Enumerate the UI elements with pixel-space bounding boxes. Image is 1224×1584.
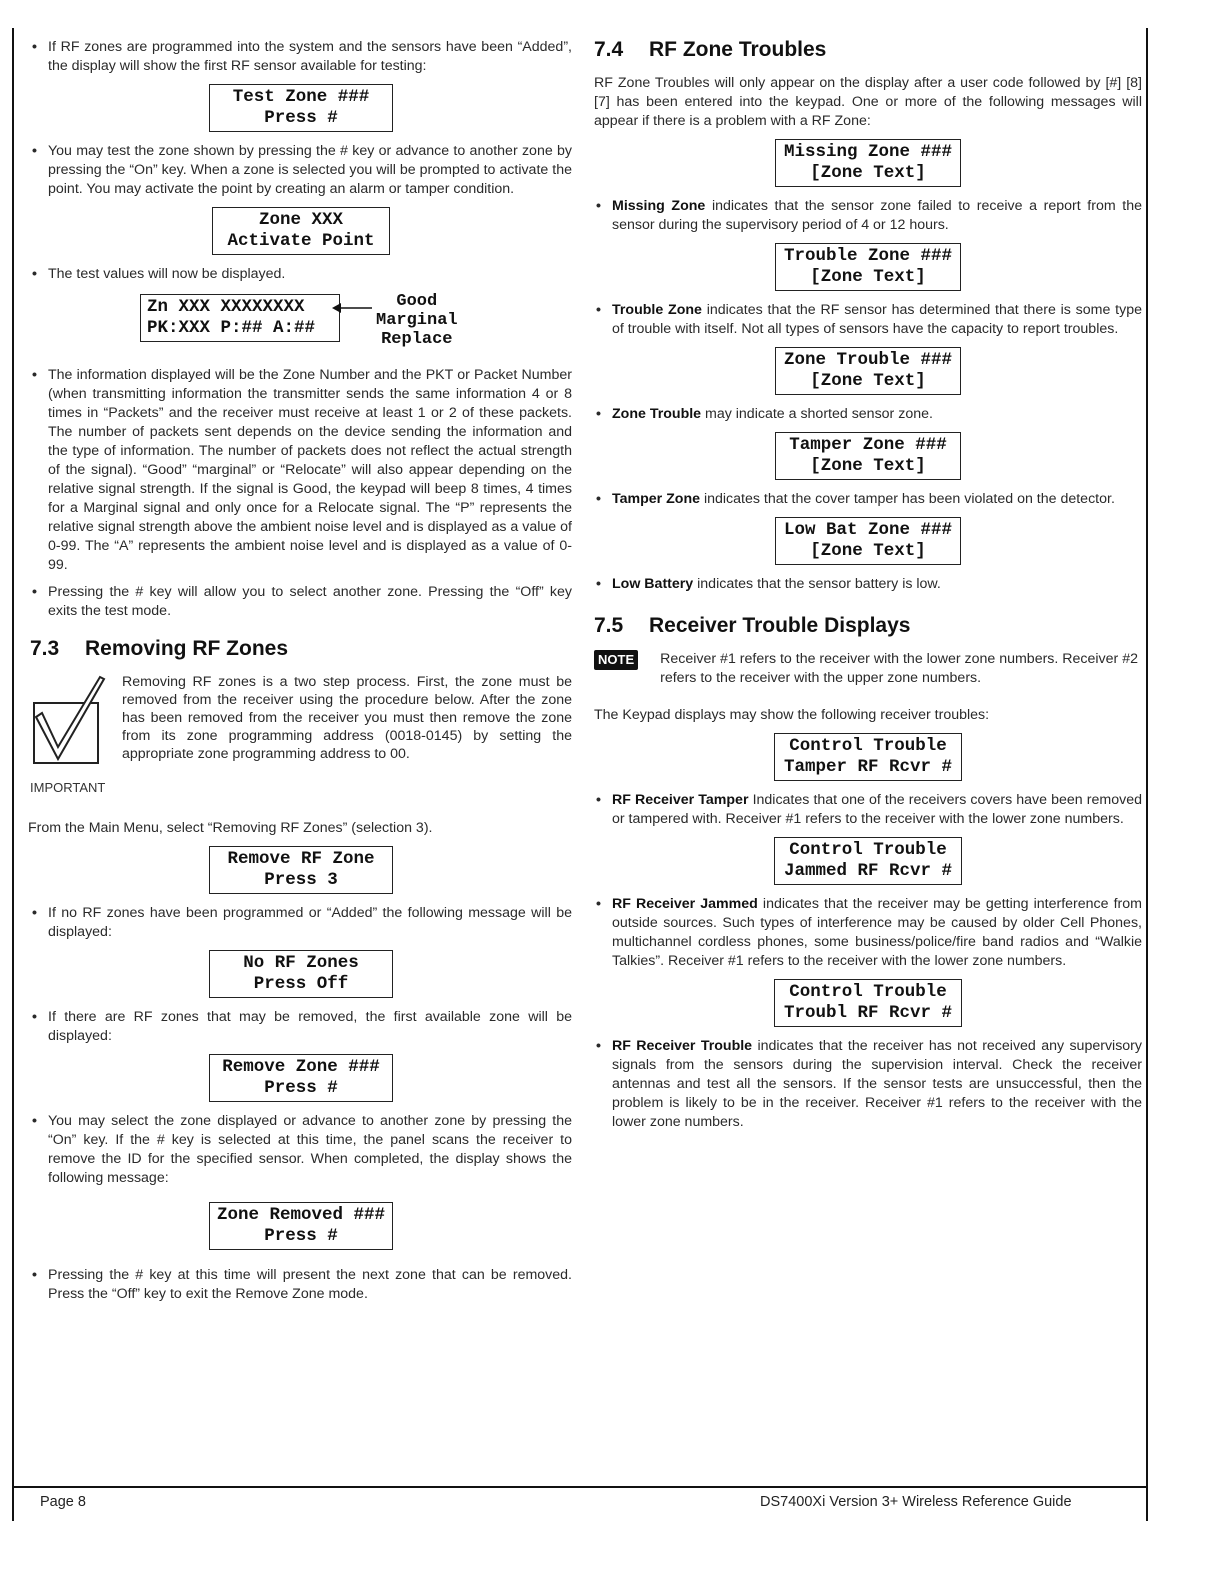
bullet-receiver-tamper: • RF Receiver Tamper Indicates that one of the receivers covers have been removed or tampered with. Receiver #1 refers to the receiver with the lower zone numbers. bbox=[594, 791, 1142, 829]
bullet-missing-zone: • Missing Zone indicates that the sensor zone failed to receive a report from the sensor during the supervisory period of 4 or 12 hours. bbox=[594, 197, 1142, 235]
lcd-remove-zone: Remove Zone ### Press # bbox=[209, 1054, 393, 1102]
label-good: Good bbox=[396, 292, 438, 311]
lcd-test-zone: Test Zone ### Press # bbox=[209, 84, 393, 132]
lcd-tamper-zone: Tamper Zone ### [Zone Text] bbox=[775, 432, 961, 480]
lcd-no-rf-zones: No RF Zones Press Off bbox=[209, 950, 393, 998]
bullet-receiver-jammed: • RF Receiver Jammed indicates that the receiver may be getting interference from outside sources. Such types of interference may be caused by older Cell Phones, multichannel cordless phones, some business/police/fire band radios and “Walkie Talkies”. Receiver #1 refers to the receiver with the lower zone numbers. bbox=[594, 895, 1142, 971]
bullet-zone-trouble: • Zone Trouble may indicate a shorted sensor zone. bbox=[594, 405, 1142, 424]
important-block bbox=[30, 673, 572, 795]
signal-labels bbox=[376, 292, 458, 349]
bullet-next-zone: • Pressing the # key at this time will present the next zone that can be removed. Press the “Off” key to exit the Remove Zone mode. bbox=[30, 1266, 572, 1304]
lcd-tamper-rf-rcvr: Control Trouble Tamper RF Rcvr # bbox=[774, 733, 962, 781]
footer-rule bbox=[12, 1486, 1146, 1488]
lcd-troubl-rf-rcvr: Control Trouble Troubl RF Rcvr # bbox=[774, 979, 962, 1027]
bullet-low-battery: • Low Battery indicates that the sensor battery is low. bbox=[594, 575, 1142, 594]
bullet-receiver-trouble: • RF Receiver Trouble indicates that the receiver has not received any supervisory signals from the sensors during the supervision interval. Check the receiver antennas and test all the sensors. If the sensor tests are unsuccessful, then the problem is likely to be in the receiver. Receiver #1 refers to the receiver with the lower zone numbers. bbox=[594, 1037, 1142, 1132]
note-text: Receiver #1 refers to the receiver with the lower zone numbers. Receiver #2 refers to the receiver with the upper zone numbers. bbox=[660, 651, 1138, 686]
main-menu-instruction: From the Main Menu, select “Removing RF Zones” (selection 3). bbox=[28, 820, 433, 836]
heading-7-3: 7.3 Removing RF Zones bbox=[30, 637, 289, 660]
bullet-first-zone: • If there are RF zones that may be removed, the first available zone will be displayed: bbox=[30, 1008, 572, 1046]
lcd-missing-zone: Missing Zone ### [Zone Text] bbox=[775, 139, 961, 187]
right-column bbox=[594, 38, 1142, 1140]
note-block bbox=[594, 650, 1142, 688]
bullet-info-displayed: • The information displayed will be the Zone Number and the PKT or Packet Number (when transmitting information the transmitter sends the same information 4 or 8 times in “Packets” and the receiver must receive at least 1 or 2 of these packets. The number of packets sent depends on the device sending the information and the type of information. The number of packets does not reflect the actual strength of the signal). “Good” “marginal” or “Relocate” will also appear depending on the relative signal strength. If the signal is Good, the keypad will beep 8 times, 4 times for a Marginal signal and only once for a Relocate signal. The “P” represents the relative signal strength above the ambient noise level and is displayed as a value of 0-99. The “A” represents the ambient noise level and is displayed as a value of 0-99. bbox=[30, 366, 572, 575]
lcd-low-bat-zone: Low Bat Zone ### [Zone Text] bbox=[775, 517, 961, 565]
lcd-trouble-zone: Trouble Zone ### [Zone Text] bbox=[775, 243, 961, 291]
lcd-jammed-rf-rcvr: Control Trouble Jammed RF Rcvr # bbox=[774, 837, 962, 885]
important-block-icon bbox=[30, 673, 122, 795]
lcd-packet-values: Zn XXX XXXXXXXX PK:XXX P:## A:## bbox=[140, 294, 340, 342]
arrow-left-icon bbox=[332, 302, 372, 314]
bullet-tamper-zone: • Tamper Zone indicates that the cover tamper has been violated on the detector. bbox=[594, 490, 1142, 509]
bullet-rf-zones-added: • If RF zones are programmed into the system and the sensors have been “Added”, the display will show the first RF sensor available for testing: bbox=[30, 38, 572, 76]
note-badge: NOTE bbox=[594, 650, 638, 670]
left-column bbox=[30, 38, 572, 1312]
lcd-zone-removed: Zone Removed ### Press # bbox=[209, 1202, 393, 1250]
rf-troubles-intro: RF Zone Troubles will only appear on the display after a user code followed by [#] [8] [7] has been entered into the keypad. One or more of the following messages will appear if there is a problem with a RF Zone: bbox=[594, 75, 1142, 129]
label-marginal: Marginal bbox=[376, 311, 458, 330]
bullet-select-zone: • You may select the zone displayed or advance to another zone by pressing the “On” key. If the # key is selected at this time, the panel scans the receiver to remove the ID for the specified sensor. When completed, the display shows the following message: bbox=[30, 1112, 572, 1188]
footer-page-number: Page 8 bbox=[40, 1494, 86, 1510]
bullet-test-zone: • You may test the zone shown by pressing the # key or advance to another zone by pressing the “On” key. When a zone is selected you will be prompted to activate the point. You may activate the point by creating an alarm or tamper condition. bbox=[30, 142, 572, 199]
important-text: Removing RF zones is a two step process. First, the zone must be removed from the receiver using the procedure below. After the zone has been removed from the receiver you must then remove the zone from its zone programming address (0018-0145) by setting the appropriate zone programming address to 00. bbox=[122, 674, 572, 762]
lcd-remove-rf-zone: Remove RF Zone Press 3 bbox=[209, 846, 393, 894]
lcd-activate-point: Zone XXX Activate Point bbox=[212, 207, 390, 255]
footer-guide-title: DS7400Xi Version 3+ Wireless Reference Guide bbox=[760, 1494, 1072, 1510]
keypad-intro: The Keypad displays may show the following receiver troubles: bbox=[594, 707, 990, 723]
heading-7-4: 7.4 RF Zone Troubles bbox=[594, 38, 827, 61]
checkmark-icon bbox=[30, 673, 110, 773]
bullet-test-values: • The test values will now be displayed. bbox=[30, 265, 572, 284]
bullet-no-rf-zones: • If no RF zones have been programmed or “Added” the following message will be displayed: bbox=[30, 904, 572, 942]
label-replace: Replace bbox=[381, 330, 453, 349]
packet-display-diagram bbox=[30, 292, 572, 358]
heading-7-5: 7.5 Receiver Trouble Displays bbox=[594, 614, 911, 637]
important-label: IMPORTANT bbox=[30, 780, 106, 795]
lcd-zone-trouble: Zone Trouble ### [Zone Text] bbox=[775, 347, 961, 395]
bullet-trouble-zone: • Trouble Zone indicates that the RF sensor has determined that there is some type of trouble with itself. Not all types of sensors have the capacity to report troubles. bbox=[594, 301, 1142, 339]
bullet-select-another: • Pressing the # key will allow you to select another zone. Pressing the “Off” key exits the test mode. bbox=[30, 583, 572, 621]
